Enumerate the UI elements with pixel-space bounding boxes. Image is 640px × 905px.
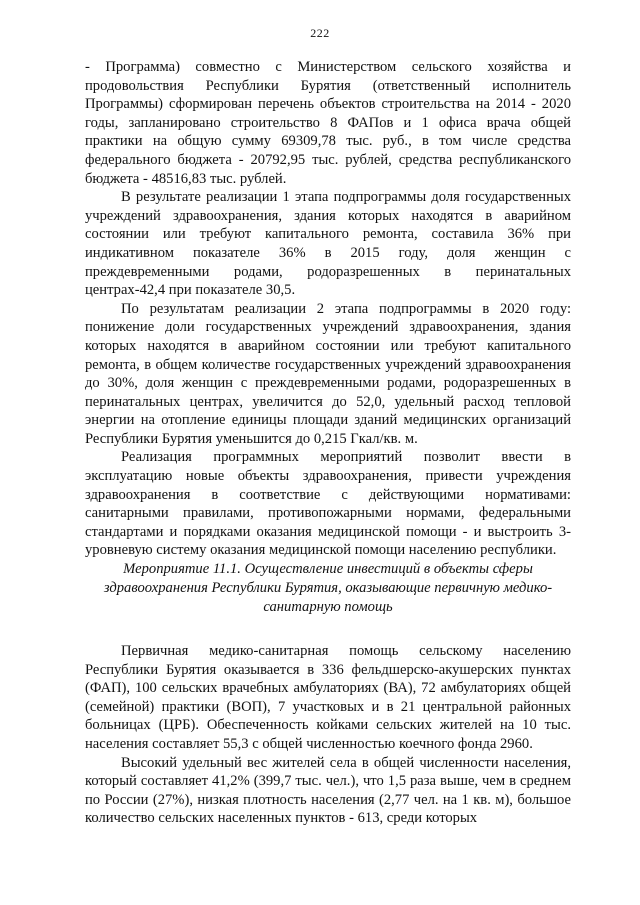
paragraph-rural-population: Высокий удельный вес жителей села в общей численности населения, который составляет 41,2% (399,7 тыс. чел.), что 1,5 раза выше, чем в среднем по России (27%), низкая плотность населения (2,77 чел. на 1 кв. м), большое количество сельских населенных пунктов - 613, среди которых [85,754,571,827]
paragraph-program-effects: Реализация программных мероприятий позволит ввести в эксплуатацию новые объекты здравоохранения, привести учреждения здравоохранения в соответствие с действующими нормативами: санитарными правилами, противопожарными нормами, федеральными стандартами и порядками оказания медицинской помощи - и выстроить 3-уровневую систему оказания медицинской помощи населению республики. [85,449,571,559]
page-number: 222 [310,26,330,40]
paragraph-stage2-results: По результатам реализации 2 этапа подпрограммы в 2020 году: понижение доли государственных учреждений здравоохранения, здания которых находятся в аварийном состоянии или требуют капитального ремонта, в общем количестве государственных учреждений здравоохранения до 30%, доля женщин с преждевременными родами, родоразрешенных в перинатальных центрах, увеличится до 52,0, удельный расход тепловой энергии на отопление единицы площади зданий медицинских организаций Республики Бурятия уменьшится до 0,215 Гкал/кв. м. [85,300,571,447]
paragraph-primary-care: Первичная медико-санитарная помощь сельскому населению Республики Бурятия оказывается в 336 фельдшерско-акушерских пунктах (ФАП), 100 сельских врачебных амбулаториях (ВА), 72 амбулаториях общей (семейной) практики (ВОП), 7 участковых и в 21 центральной районных больницах (ЦРБ). Обеспеченность койками сельских жителей на 10 тыс. населения составляет 55,3 с общей численностью коечного фонда 2960. [85,643,571,752]
section-heading: Мероприятие 11.1. Осуществление инвестиций в объекты сферы здравоохранения Республики Бурятия, оказывающие первичную медико-санитарную помощь [103,561,553,616]
paragraph-stage1-results: В результате реализации 1 этапа подпрограммы доля государственных учреждений здравоохранения, здания которых находятся в аварийном состоянии или требуют капитального ремонта, составила 36% при индикативном показателе 36% в 2015 году, доля женщин с преждевременными родами, родоразрешенных в перинатальных центрах-42,4 при показателе 30,5. [85,189,571,299]
paragraph-continuation: - Программа) совместно с Министерством сельского хозяйства и продовольствия Республики Бурятия (ответственный исполнитель Программы) сформирован перечень объектов строительства на 2014 - 2020 годы, запланировано строительство 8 ФАПов и 1 офиса врача общей практики на общую сумму 69309,78 тыс. руб., в том числе средства федерального бюджета - 20792,95 тыс. рублей, средства республиканского бюджета - 48516,83 тыс. рублей. [85,59,571,187]
document-body [85,58,571,828]
